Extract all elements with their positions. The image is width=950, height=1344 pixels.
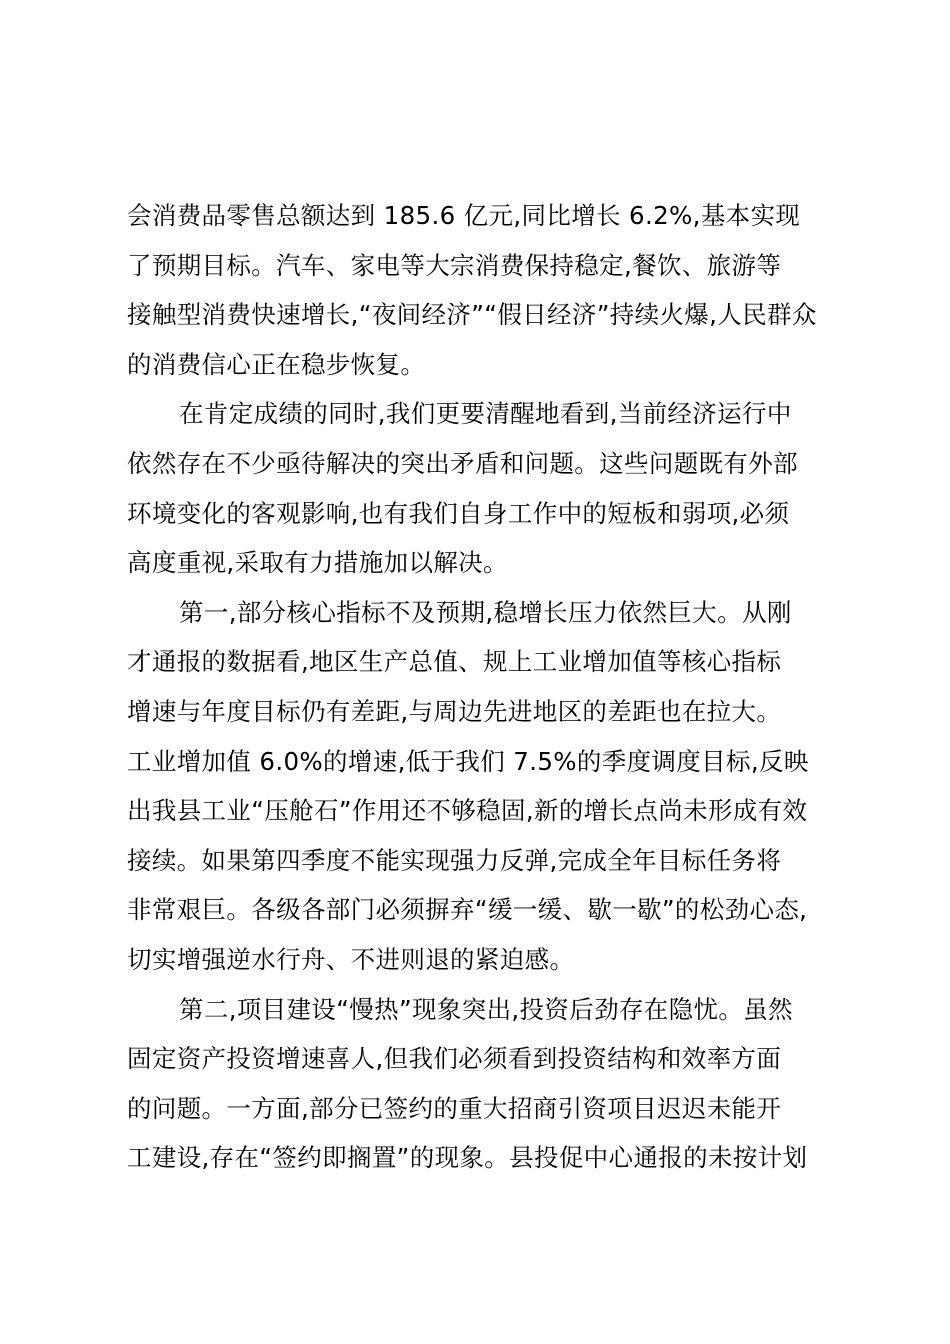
text-line: 才通报的数据看,地区生产总值、规上工业增加值等核心指标 [127,647,782,677]
text-line: 第二,项目建设“慢热”现象突出,投资后劲存在隐忧。虽然 [179,994,793,1024]
text-line: 接触型消费快速增长,“夜间经济”“假日经济”持续火爆,人民群众 [127,300,817,330]
text-line: 的问题。一方面,部分已签约的重大招商引资项目迟迟未能开 [127,1093,782,1123]
text-line: 高度重视,采取有力措施加以解决。 [127,548,508,578]
text-line: 增速与年度目标仍有差距,与周边先进地区的差距也在拉大。 [127,696,782,726]
text-line: 工业增加值 6.0%的增速,低于我们 7.5%的季度调度目标,反映 [127,746,809,776]
text-line: 固定资产投资增速喜人,但我们必须看到投资结构和效率方面 [127,1044,782,1074]
paragraph-consumption [127,191,833,389]
text-line: 接续。如果第四季度不能实现强力反弹,完成全年目标任务将 [127,845,782,875]
document-body [127,191,833,1183]
text-line: 的消费信心正在稳步恢复。 [127,349,426,379]
text-line: 第一,部分核心指标不及预期,稳增长压力依然巨大。从刚 [179,597,792,627]
text-line: 在肯定成绩的同时,我们更要清醒地看到,当前经济运行中 [179,399,792,429]
text-line: 会消费品零售总额达到 185.6 亿元,同比增长 6.2%,基本实现 [127,201,801,230]
text-line: 依然存在不少亟待解决的突出矛盾和问题。这些问题既有外部 [127,448,798,478]
text-line: 环境变化的客观影响,也有我们自身工作中的短板和弱项,必须 [127,498,790,528]
paragraph-problems-intro [127,389,833,587]
text-line: 出我县工业“压舱石”作用还不够稳固,新的增长点尚未形成有效 [127,796,808,826]
paragraph-first-issue [127,588,833,985]
text-line: 了预期目标。汽车、家电等大宗消费保持稳定,餐饮、旅游等 [127,250,782,280]
text-line: 切实增强逆水行舟、不进则退的紧迫感。 [127,944,575,974]
text-line: 非常艰巨。各级各部门必须摒弃“缓一缓、歇一歇”的松劲心态, [127,895,808,925]
text-line: 工建设,存在“签约即搁置”的现象。县投促中心通报的未按计划 [127,1143,808,1173]
paragraph-second-issue [127,985,833,1183]
